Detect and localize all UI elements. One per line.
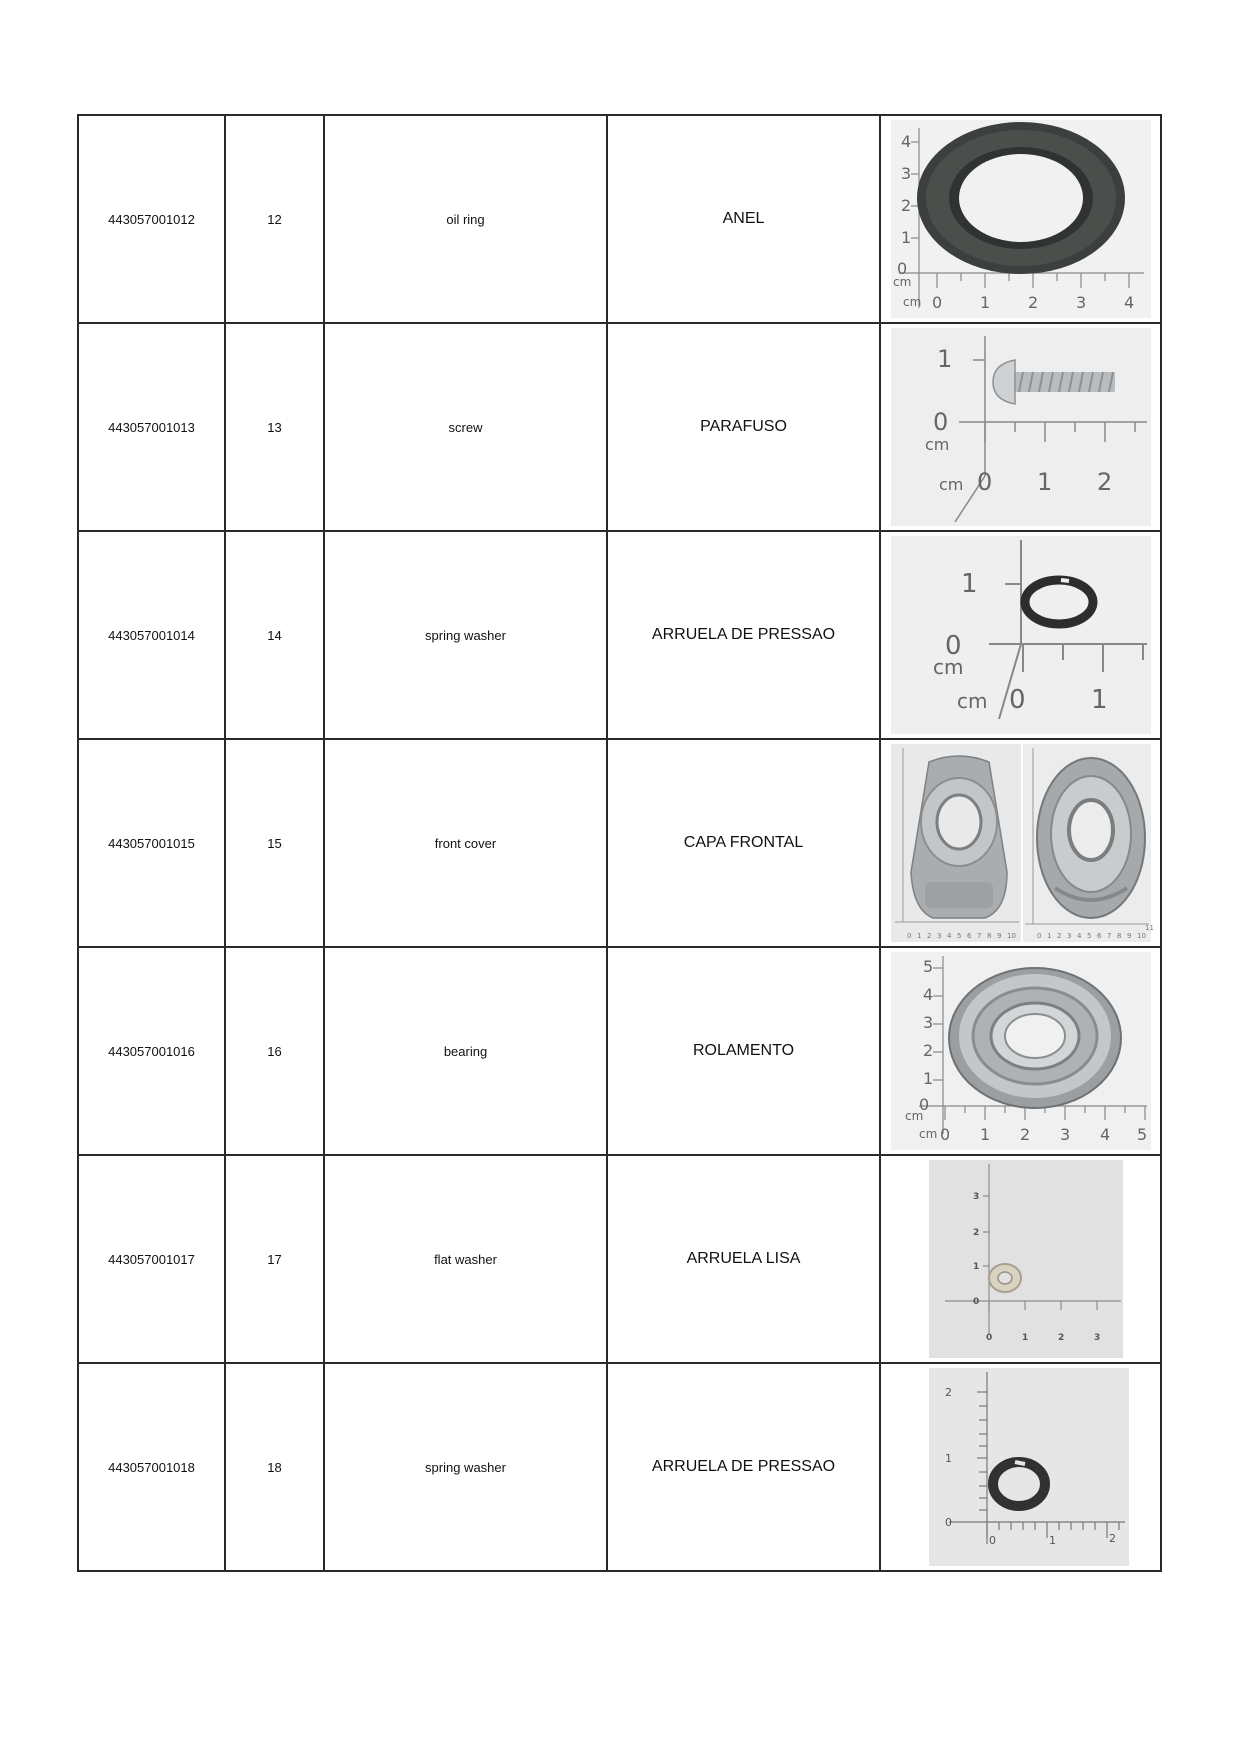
svg-text:6: 6 [966,932,971,940]
svg-text:2: 2 [1019,1125,1030,1144]
part-number: 443057001012 [78,115,225,323]
svg-text:3: 3 [900,164,911,183]
svg-text:5: 5 [956,932,961,940]
svg-text:2: 2 [1027,293,1038,312]
svg-text:5: 5 [1086,932,1091,940]
svg-text:5: 5 [922,957,933,976]
svg-text:1: 1 [1090,685,1108,715]
part-photo-cell [880,1363,1161,1571]
svg-text:1: 1 [979,1125,990,1144]
svg-text:3: 3 [972,1192,979,1202]
svg-text:7: 7 [1106,932,1111,940]
svg-text:2: 2 [1096,468,1112,496]
description-pt: ARRUELA DE PRESSAO [607,1363,880,1571]
svg-text:1: 1 [1048,1534,1056,1547]
part-number: 443057001013 [78,323,225,531]
svg-text:8: 8 [986,932,991,940]
svg-text:1: 1 [916,932,921,940]
svg-text:3: 3 [922,1013,933,1032]
svg-text:cm: cm [924,435,949,454]
svg-text:cm: cm [904,1109,923,1123]
svg-text:1: 1 [1046,932,1051,940]
svg-text:0: 0 [988,1534,996,1547]
bearing-photo [889,950,1153,1152]
table-row [78,323,1161,531]
oil-ring-photo [889,118,1153,320]
description-en: spring washer [324,1363,607,1571]
table-row [78,1155,1161,1363]
description-pt: ARRUELA DE PRESSAO [607,531,880,739]
svg-text:0: 0 [918,1095,929,1114]
svg-text:4: 4 [900,132,911,151]
svg-text:1: 1 [944,1452,952,1465]
part-number: 443057001016 [78,947,225,1155]
table-row [78,947,1161,1155]
description-pt: PARAFUSO [607,323,880,531]
spring-washer-2-photo [889,1366,1153,1568]
svg-text:cm: cm [932,655,963,679]
svg-text:0: 0 [939,1125,950,1144]
part-number: 443057001017 [78,1155,225,1363]
svg-text:cm: cm [956,689,987,713]
svg-text:0: 0 [932,408,948,436]
spring-washer-photo [889,534,1153,736]
svg-text:1: 1 [1036,468,1052,496]
position-number: 18 [225,1363,324,1571]
svg-text:3: 3 [936,932,941,940]
svg-text:4: 4 [946,932,951,940]
svg-text:0: 0 [896,259,907,278]
svg-text:0: 0 [1036,932,1041,940]
svg-text:0: 0 [931,293,942,312]
svg-text:cm: cm [892,275,911,289]
description-pt: ARRUELA LISA [607,1155,880,1363]
part-photo-cell [880,739,1161,947]
svg-text:1: 1 [900,228,911,247]
svg-text:0: 0 [976,468,992,496]
description-pt: ANEL [607,115,880,323]
svg-text:0: 0 [1008,685,1026,715]
part-photo-cell [880,531,1161,739]
svg-text:0: 0 [944,1516,952,1529]
svg-text:7: 7 [976,932,981,940]
svg-text:cm: cm [902,295,921,309]
part-photo-cell [880,115,1161,323]
svg-text:5: 5 [1136,1125,1147,1144]
flat-washer-photo [889,1158,1153,1360]
svg-text:2: 2 [1108,1532,1116,1545]
part-number: 443057001014 [78,531,225,739]
svg-text:3: 3 [1059,1125,1070,1144]
svg-text:1: 1 [979,293,990,312]
svg-text:1: 1 [972,1262,979,1272]
position-number: 13 [225,323,324,531]
position-number: 14 [225,531,324,739]
description-en: front cover [324,739,607,947]
svg-text:4: 4 [1123,293,1134,312]
part-photo-cell [880,947,1161,1155]
description-pt: ROLAMENTO [607,947,880,1155]
part-photo-cell [880,323,1161,531]
svg-text:0: 0 [944,631,962,661]
svg-text:2: 2 [900,196,911,215]
svg-text:2: 2 [926,932,931,940]
front-cover-photo [889,742,1153,944]
svg-text:0: 0 [906,932,911,940]
part-number: 443057001015 [78,739,225,947]
description-en: screw [324,323,607,531]
svg-text:11: 11 [1144,924,1154,932]
svg-text:6: 6 [1096,932,1101,940]
svg-text:0: 0 [972,1297,979,1307]
svg-text:1: 1 [936,345,952,373]
svg-text:4: 4 [922,985,933,1004]
svg-text:8: 8 [1116,932,1121,940]
svg-text:9: 9 [996,932,1001,940]
svg-text:1: 1 [1021,1333,1028,1343]
screw-photo [889,326,1153,528]
table-row [78,739,1161,947]
description-en: spring washer [324,531,607,739]
table-row [78,531,1161,739]
svg-text:2: 2 [922,1041,933,1060]
svg-text:cm: cm [918,1127,937,1141]
svg-text:9: 9 [1126,932,1131,940]
svg-text:1: 1 [922,1069,933,1088]
svg-text:0: 0 [985,1333,992,1343]
svg-text:10: 10 [1136,932,1146,940]
description-en: bearing [324,947,607,1155]
description-pt: CAPA FRONTAL [607,739,880,947]
svg-text:2: 2 [972,1228,979,1238]
parts-table [77,114,1162,1572]
table-row [78,1363,1161,1571]
svg-text:cm: cm [938,475,963,494]
svg-text:4: 4 [1076,932,1081,940]
description-en: flat washer [324,1155,607,1363]
svg-text:2: 2 [1056,932,1061,940]
table-row [78,115,1161,323]
part-photo-cell [880,1155,1161,1363]
svg-text:1: 1 [960,569,978,599]
svg-text:4: 4 [1099,1125,1110,1144]
position-number: 12 [225,115,324,323]
svg-text:10: 10 [1006,932,1016,940]
svg-text:3: 3 [1093,1333,1100,1343]
svg-text:3: 3 [1066,932,1071,940]
position-number: 15 [225,739,324,947]
position-number: 16 [225,947,324,1155]
part-number: 443057001018 [78,1363,225,1571]
svg-text:2: 2 [1057,1333,1064,1343]
position-number: 17 [225,1155,324,1363]
svg-text:3: 3 [1075,293,1086,312]
svg-text:2: 2 [944,1386,952,1399]
description-en: oil ring [324,115,607,323]
